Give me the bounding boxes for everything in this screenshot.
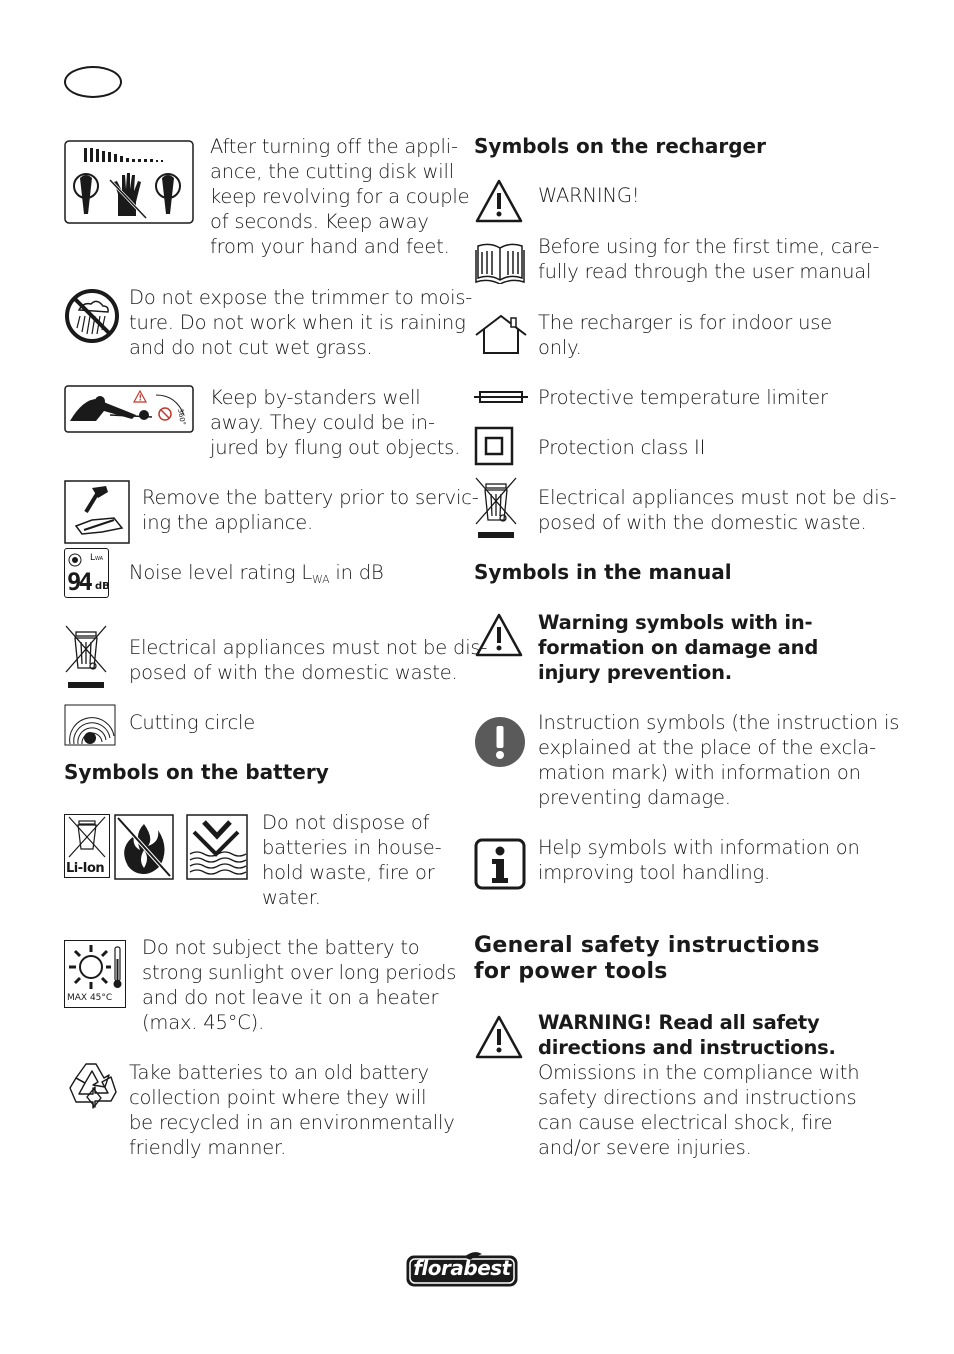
battery-bin-icon (65, 815, 109, 861)
no-fire-icon (114, 814, 174, 880)
recycle-text: Take batteries to an old battery collection point where they will be recycled in an environmentally friendly manner. (129, 1061, 455, 1159)
weee-left-text: Electrical appliances must not be dis- posed of with the domestic waste. (129, 636, 488, 684)
sunlight-warning-text: Do not subject the battery to strong sunlight over long periods and do not leave it on a heater (max. 45°C). (142, 936, 457, 1034)
safety-warning-text: WARNING! Read all safety directions and instructions. Omissions in the compliance with safety directions and instructions can cause electrical shock, fire and/or severe injuries. (538, 1011, 860, 1159)
li-ion-bin-icon (64, 814, 110, 878)
florabest-logo (406, 1252, 518, 1288)
noise-value: 94 (67, 568, 90, 596)
logo-text: florabest (413, 1256, 511, 1280)
weee-right-text: Electrical appliances must not be dis- posed of with the domestic waste. (538, 486, 897, 534)
no-water-icon (186, 814, 248, 880)
cutting-disk-runout-icon (64, 140, 194, 224)
sun-heat-icon (64, 940, 126, 1008)
svg-text:360°: 360° (176, 407, 187, 426)
protection-class-text: Protection class II (538, 436, 706, 459)
recycle-icon (64, 1058, 122, 1116)
cutting-circle-icon (64, 704, 116, 746)
read-manual-icon (474, 240, 526, 284)
info-help-icon (474, 838, 526, 890)
read-manual-text: Before using for the first time, care- fully read through the user manual (538, 235, 880, 283)
indoor-use-text: The recharger is for indoor use only. (538, 311, 833, 359)
recharger-warning-text: WARNING! (538, 184, 640, 207)
weee-bin-right-icon (474, 476, 518, 542)
warning-symbols-text: Warning symbols with in- formation on damage and injury prevention. (538, 611, 819, 684)
bystanders-warning-text: Keep by-standers well away. They could be in- jured by flung out objects. (210, 386, 461, 459)
no-rain-icon (64, 288, 120, 344)
protection-class-ii-icon (474, 426, 514, 466)
general-safety-title: General safety instructions for power tools (474, 933, 820, 984)
noise-lwa-label: LWA (90, 553, 104, 563)
noise-emblem-icon (68, 553, 82, 567)
svg-text:!: ! (138, 393, 143, 403)
temperature-limiter-text: Protective temperature limiter (538, 386, 828, 409)
remove-battery-text: Remove the battery prior to servic- ing the appliance. (142, 486, 479, 534)
noise-level-icon (64, 548, 109, 598)
noise-level-text: Noise level rating $L_{WA}$ in dB (129, 561, 384, 586)
battery-symbols-heading: Symbols on the battery (64, 760, 329, 784)
safety-warning-icon (474, 1014, 524, 1060)
recharger-symbols-heading: Symbols on the recharger (474, 134, 766, 158)
language-badge (64, 66, 122, 98)
instruction-symbols-text: Instruction symbols (the instruction is explained at the place of the excla- mation mark) with information on preventing damage. (538, 711, 900, 809)
instruction-exclamation-icon (474, 716, 526, 768)
manual-symbols-heading: Symbols in the manual (474, 560, 732, 584)
remove-battery-icon (64, 480, 130, 544)
noise-unit: dB (95, 581, 110, 592)
runout-warning-text: After turning off the appli- ance, the cutting disk will keep revolving for a couple of seconds. Keep away from your hand and feet. (210, 135, 470, 258)
temperature-limiter-icon (474, 388, 528, 406)
help-symbols-text: Help symbols with information on improving tool handling. (538, 836, 860, 884)
max-temp-label: MAX 45°C (67, 993, 113, 1003)
warning-triangle-icon (474, 178, 524, 224)
warning-damage-icon (474, 612, 524, 658)
battery-disposal-text: Do not dispose of batteries in house- hold waste, fire or water. (262, 811, 442, 909)
weee-bin-icon (64, 624, 108, 690)
cutting-circle-text: Cutting circle (129, 711, 256, 734)
sun-rays-icon (65, 941, 125, 993)
indoor-use-icon (474, 313, 528, 355)
bystanders-distance-icon (64, 385, 194, 433)
moisture-warning-text: Do not expose the trimmer to mois- ture. Do not work when it is raining and do not cut wet grass. (129, 286, 473, 359)
li-ion-label: Li-Ion (66, 861, 105, 876)
